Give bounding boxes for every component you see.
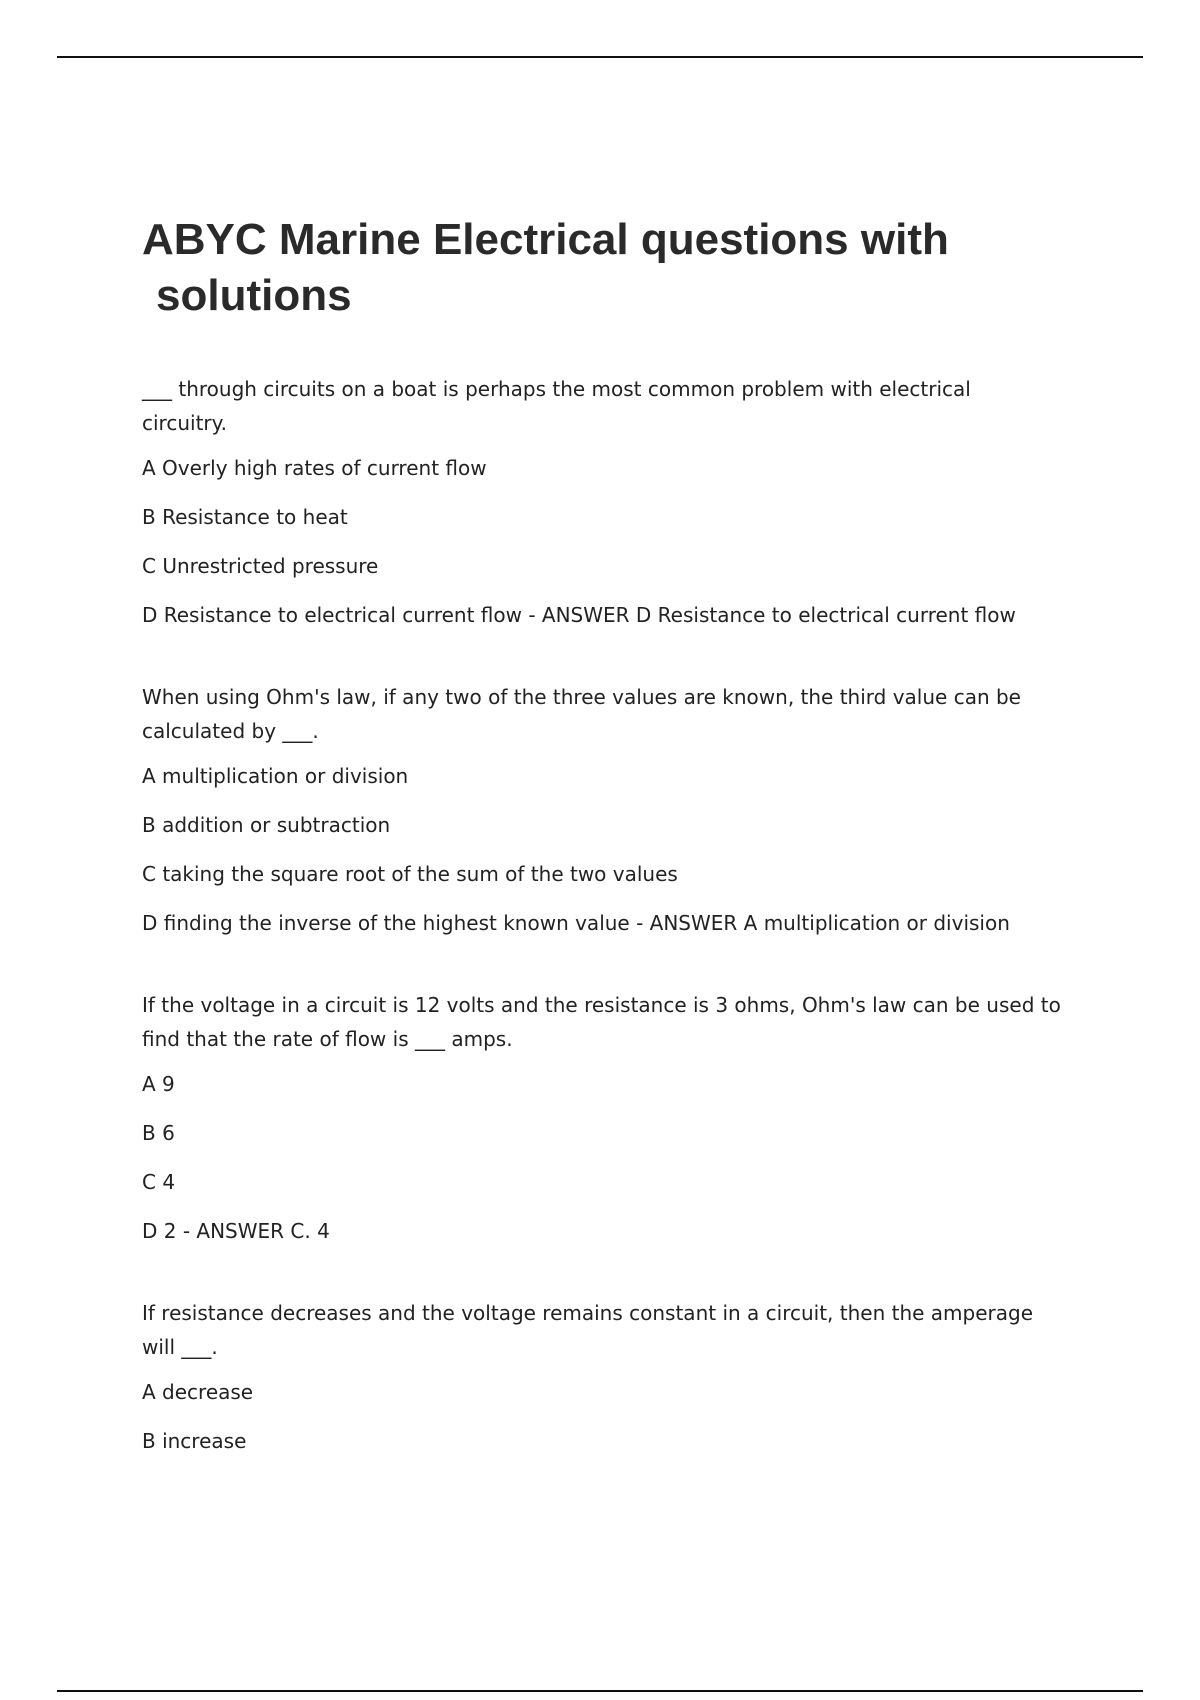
question-1 bbox=[142, 372, 1062, 628]
answer-option: C taking the square root of the sum of the two values bbox=[142, 862, 678, 886]
question-text: If the voltage in a circuit is 12 volts and the resistance is 3 ohms, Ohm's law can be used to find that the rate of flow is ___ amps. bbox=[142, 993, 1061, 1051]
document-title: ABYC Marine Electrical questions with solutions bbox=[142, 215, 949, 320]
question-text: When using Ohm's law, if any two of the three values are known, the third value can be calculated by ___. bbox=[142, 685, 1021, 743]
answer-option: C Unrestricted pressure bbox=[142, 554, 379, 578]
bottom-rule bbox=[57, 1690, 1143, 1692]
question-2 bbox=[142, 680, 1062, 936]
answer-option: A multiplication or division bbox=[142, 764, 409, 788]
question-text: ___ through circuits on a boat is perhaps the most common problem with electrical circuitry. bbox=[142, 377, 971, 435]
answer-option: B 6 bbox=[142, 1121, 175, 1145]
answer-option: B increase bbox=[142, 1429, 247, 1453]
answer-option: A decrease bbox=[142, 1380, 254, 1404]
top-rule bbox=[57, 56, 1143, 58]
document-content bbox=[142, 212, 1062, 1506]
answer-option: D finding the inverse of the highest known value - ANSWER A multiplication or division bbox=[142, 911, 1010, 935]
answer-option: A 9 bbox=[142, 1072, 175, 1096]
question-4 bbox=[142, 1296, 1062, 1454]
answer-option: B Resistance to heat bbox=[142, 505, 348, 529]
answer-option: D 2 - ANSWER C. 4 bbox=[142, 1219, 330, 1243]
question-3 bbox=[142, 988, 1062, 1244]
answer-option: A Overly high rates of current flow bbox=[142, 456, 487, 480]
answer-option: B addition or subtraction bbox=[142, 813, 391, 837]
answer-option: D Resistance to electrical current flow - ANSWER D Resistance to electrical current flow bbox=[142, 603, 1016, 627]
question-text: If resistance decreases and the voltage remains constant in a circuit, then the amperage will ___. bbox=[142, 1301, 1034, 1359]
answer-option: C 4 bbox=[142, 1170, 176, 1194]
